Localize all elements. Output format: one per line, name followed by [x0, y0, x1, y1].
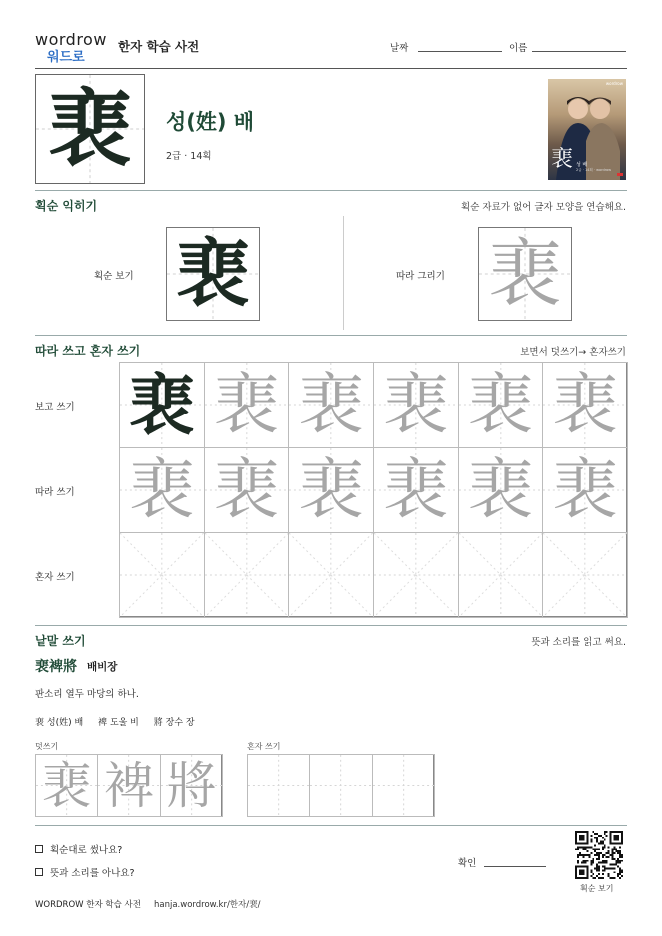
practice-cell[interactable] [119, 362, 205, 448]
practice-cell[interactable] [204, 532, 290, 618]
hero-meaning-sound: 성(姓) 배 [166, 110, 255, 134]
check-meaning-sound-box[interactable] [35, 868, 43, 876]
poster-character: 裵 [551, 147, 574, 172]
check-meaning-sound-label: 뜻과 소리를 아나요? [50, 868, 135, 879]
stroke-trace-box[interactable] [478, 227, 572, 321]
footer-brand: WORDROW 한자 학습 사전 [35, 900, 141, 910]
qr-label: 획순 보기 [580, 884, 614, 893]
practice-row-label: 혼자 쓰기 [35, 572, 75, 583]
name-field[interactable] [532, 51, 626, 52]
word-solo-grid [247, 754, 434, 817]
stroke-section-note: 획순 자료가 없어 글자 모양을 연습해요. [461, 202, 626, 213]
practice-trace-character: 裵 [298, 451, 365, 528]
practice-cell[interactable] [458, 362, 544, 448]
breakdown-char: 裵 [35, 718, 45, 728]
word-trace-grid [35, 754, 222, 817]
header-divider [35, 68, 627, 69]
practice-trace-character: 裵 [298, 366, 365, 443]
practice-trace-character: 裵 [382, 366, 449, 443]
word-divider [35, 825, 627, 826]
practice-cell[interactable] [373, 447, 459, 533]
practice-grid [119, 362, 627, 617]
poster-badge [617, 173, 623, 176]
hero-divider [35, 190, 627, 191]
practice-cell[interactable] [288, 532, 374, 618]
word-trace-cell[interactable] [160, 754, 223, 817]
stroke-trace-character: 裵 [488, 231, 562, 317]
logo [35, 30, 115, 64]
practice-section-title: 따라 쓰고 혼자 쓰기 [35, 344, 141, 358]
practice-cell[interactable] [458, 532, 544, 618]
word-trace-character: 裨 [103, 756, 154, 815]
practice-cell[interactable] [542, 362, 628, 448]
word-hanja: 裵裨將 [35, 659, 77, 675]
practice-cell[interactable] [119, 447, 205, 533]
word-trace-character: 裵 [41, 756, 92, 815]
breakdown-char: 裨 [98, 718, 108, 728]
practice-trace-character: 裵 [382, 451, 449, 528]
confirm-signature-field[interactable] [484, 866, 546, 867]
breakdown-char: 將 [153, 718, 163, 728]
confirm-label: 확인 [458, 858, 477, 869]
word-solo-cell[interactable] [247, 754, 310, 817]
stroke-view-label: 획순 보기 [94, 271, 134, 282]
breakdown-meaning: 도울 비 [109, 718, 139, 728]
logo-wordmark: wordrow [35, 30, 107, 49]
practice-model-character: 裵 [128, 366, 195, 444]
hero-meta: 2급 · 14획 [166, 151, 212, 162]
practice-row-label: 보고 쓰기 [35, 402, 75, 413]
practice-cell[interactable] [204, 447, 290, 533]
word-section-note: 뜻과 소리를 읽고 써요. [531, 637, 626, 648]
check-stroke-order-label: 획순대로 썼나요? [50, 845, 123, 856]
logo-korean: 워드로 [47, 50, 85, 65]
footer-url[interactable]: hanja.wordrow.kr/한자/裵/ [154, 900, 261, 910]
word-reading: 배비장 [87, 661, 118, 673]
word-definition: 판소리 열두 마당의 하나. [35, 689, 139, 700]
date-field[interactable] [418, 51, 502, 52]
practice-cell[interactable] [542, 532, 628, 618]
practice-row-label: 따라 쓰기 [35, 487, 75, 498]
stroke-view-box [166, 227, 260, 321]
practice-trace-character: 裵 [467, 366, 534, 443]
breakdown-meaning: 장수 장 [165, 718, 195, 728]
word-trace-cell[interactable] [35, 754, 98, 817]
practice-cell[interactable] [288, 362, 374, 448]
practice-cell[interactable] [204, 362, 290, 448]
poster-caption-top: 성 배 [576, 162, 588, 168]
stroke-divider [35, 335, 627, 336]
practice-divider [35, 625, 627, 626]
hero-character-box [35, 74, 145, 184]
stroke-section-title: 획순 익히기 [35, 199, 98, 213]
word-section-title: 낱말 쓰기 [35, 634, 86, 648]
word-trace-cell[interactable] [97, 754, 160, 817]
practice-cell[interactable] [288, 447, 374, 533]
check-stroke-order-box[interactable] [35, 845, 43, 853]
date-label: 날짜 [390, 43, 409, 54]
practice-section-note: 보면서 덧쓰기→ 혼자쓰기 [520, 347, 626, 358]
stroke-section-divider [343, 216, 344, 330]
stroke-view-character: 裵 [176, 231, 250, 317]
poster-caption-bottom: 2급 · 14획 · wordrow [576, 168, 612, 172]
word-breakdown [35, 715, 195, 728]
word-solo-cell[interactable] [372, 754, 435, 817]
practice-trace-character: 裵 [552, 451, 619, 528]
practice-trace-character: 裵 [552, 366, 619, 443]
practice-trace-character: 裵 [213, 366, 280, 443]
name-label: 이름 [509, 43, 528, 54]
header-title: 한자 학습 사전 [118, 39, 200, 54]
practice-cell[interactable] [373, 362, 459, 448]
hero-poster-image [548, 79, 626, 180]
practice-cell[interactable] [119, 532, 205, 618]
practice-cell[interactable] [373, 532, 459, 618]
qr-code-icon[interactable] [575, 831, 623, 879]
poster-corner-text: wordrow [605, 81, 623, 86]
word-trace-label: 덧쓰기 [35, 742, 59, 751]
practice-trace-character: 裵 [467, 451, 534, 528]
practice-cell[interactable] [542, 447, 628, 533]
practice-cell[interactable] [458, 447, 544, 533]
practice-trace-character: 裵 [128, 451, 195, 528]
practice-trace-character: 裵 [213, 451, 280, 528]
word-solo-cell[interactable] [309, 754, 372, 817]
breakdown-meaning: 성(姓) 배 [46, 718, 84, 728]
word-trace-character: 將 [166, 756, 217, 815]
hero-character: 裵 [47, 79, 132, 178]
word-solo-label: 혼자 쓰기 [247, 742, 281, 751]
stroke-trace-label: 따라 그리기 [396, 271, 445, 282]
